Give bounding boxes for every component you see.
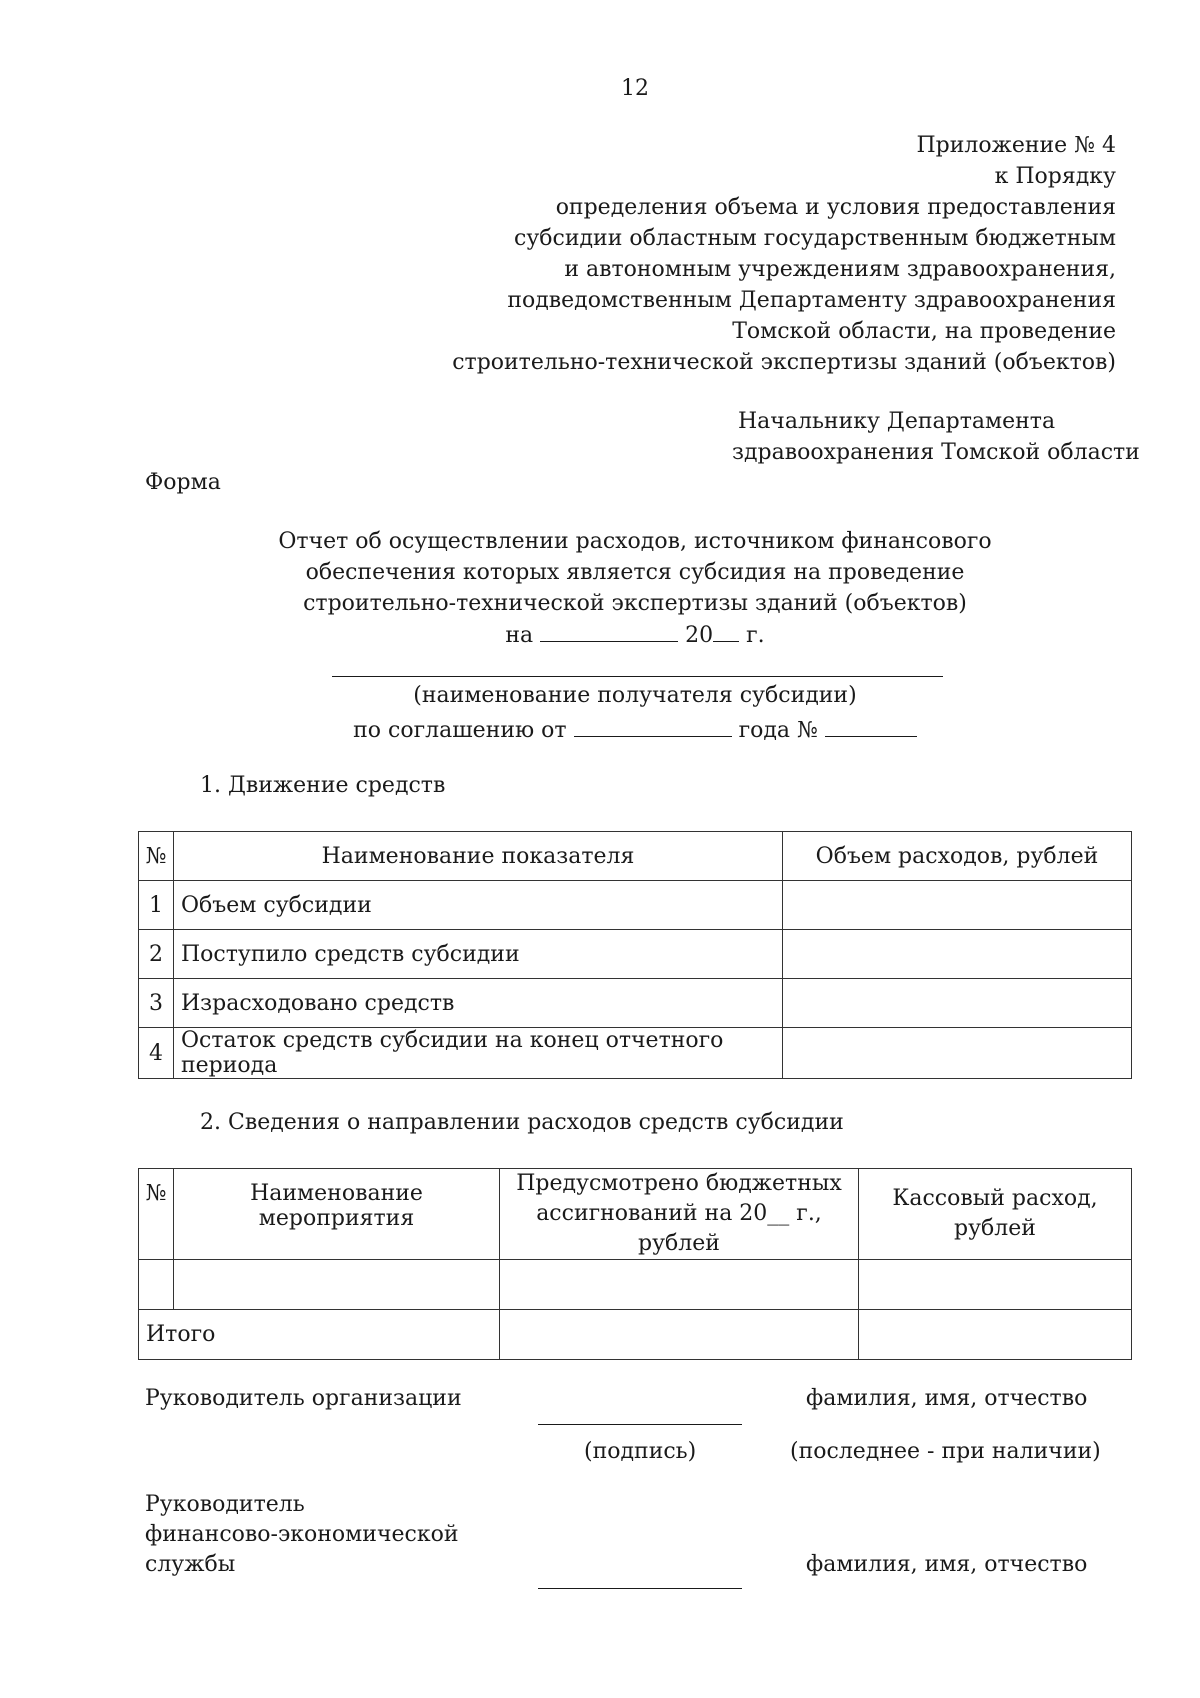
- header-num: №: [139, 1169, 174, 1260]
- report-title-line: строительно-технической экспертизы зданий (объектов): [303, 591, 967, 616]
- recipient-caption: (наименование получателя субсидии): [413, 683, 857, 708]
- appendix-line: строительно-технической экспертизы зданий (объектов): [452, 350, 1116, 375]
- table-row: [139, 881, 1132, 930]
- agreement-line: [0, 714, 1200, 743]
- year-blank: [713, 619, 739, 642]
- header-activity: Наименование мероприятия: [174, 1169, 500, 1260]
- header-amount: Объем расходов, рублей: [783, 832, 1132, 881]
- addressee-line: Начальнику Департамента: [738, 409, 1056, 434]
- empty-cell: [859, 1260, 1132, 1310]
- header-num: №: [139, 832, 174, 881]
- report-title-line: Отчет об осуществлении расходов, источником финансового: [278, 529, 992, 554]
- head-label: Руководитель организации: [145, 1386, 462, 1411]
- recipient-name-line: [332, 676, 943, 677]
- header-indicator: Наименование показателя: [174, 832, 783, 881]
- funds-movement-table: [138, 831, 1132, 1079]
- section2-heading: 2. Сведения о направлении расходов средств субсидии: [200, 1110, 844, 1135]
- addressee-line: здравоохранения Томской области: [732, 440, 1140, 465]
- table-row: [139, 930, 1132, 979]
- header-planned-line: ассигнований на 20__ г., рублей: [536, 1201, 822, 1256]
- empty-cell: [174, 1260, 500, 1310]
- row-value: [783, 881, 1132, 930]
- appendix-line: субсидии областным государственным бюджетным: [514, 226, 1116, 251]
- row-num: 2: [139, 930, 174, 979]
- header-cash-line: Кассовый расход,: [892, 1186, 1098, 1211]
- agreement-prefix: по соглашению от: [353, 718, 567, 743]
- head-full-name: фамилия, имя, отчество: [806, 1386, 1088, 1411]
- empty-cell: [500, 1260, 859, 1310]
- date-suffix: г.: [746, 623, 765, 648]
- table-header-row: [139, 1169, 1132, 1260]
- empty-cell: [139, 1260, 174, 1310]
- expenditure-table: [138, 1168, 1132, 1360]
- agreement-date-blank: [574, 714, 732, 737]
- table-row: [139, 1028, 1132, 1079]
- total-label: Итого: [139, 1310, 500, 1360]
- appendix-line: Приложение № 4: [916, 133, 1116, 158]
- row-num: 1: [139, 881, 174, 930]
- finance-head-line: Руководитель: [145, 1492, 305, 1517]
- empty-cell: [500, 1310, 859, 1360]
- agreement-middle: года №: [738, 718, 818, 743]
- header-planned: [500, 1169, 859, 1260]
- form-label: Форма: [145, 470, 221, 495]
- row-num: 4: [139, 1028, 174, 1079]
- table-row: [139, 1260, 1132, 1310]
- finance-full-name: фамилия, имя, отчество: [806, 1552, 1088, 1577]
- row-name: Остаток средств субсидии на конец отчетного периода: [174, 1028, 783, 1079]
- head-signature-line: [538, 1424, 742, 1425]
- table-row: [139, 979, 1132, 1028]
- header-cash-line: рублей: [954, 1216, 1036, 1241]
- date-line: [0, 619, 1200, 651]
- appendix-line: Томской области, на проведение: [732, 319, 1116, 344]
- finance-head-line: финансово-экономической: [145, 1522, 459, 1547]
- table-header-row: [139, 832, 1132, 881]
- appendix-header: [452, 130, 1116, 378]
- addressee: [732, 406, 1140, 468]
- header-cash: [859, 1169, 1132, 1260]
- report-title: [0, 526, 1200, 651]
- row-name: Объем субсидии: [174, 881, 783, 930]
- row-value: [783, 1028, 1132, 1079]
- empty-cell: [859, 1310, 1132, 1360]
- row-name: Израсходовано средств: [174, 979, 783, 1028]
- page-number: 12: [621, 76, 649, 101]
- row-value: [783, 979, 1132, 1028]
- signature-caption: (подпись): [584, 1439, 697, 1464]
- appendix-line: определения объема и условия предоставления: [555, 195, 1116, 220]
- total-row: [139, 1310, 1132, 1360]
- appendix-line: подведомственным Департаменту здравоохранения: [507, 288, 1116, 313]
- appendix-line: и автономным учреждениям здравоохранения,: [564, 257, 1116, 282]
- finance-head-label: [145, 1490, 459, 1580]
- agreement-number-blank: [825, 714, 917, 737]
- report-title-line: обеспечения которых является субсидия на проведение: [305, 560, 965, 585]
- date-blank: [540, 619, 678, 642]
- patronymic-note: (последнее - при наличии): [790, 1439, 1101, 1464]
- row-value: [783, 930, 1132, 979]
- row-num: 3: [139, 979, 174, 1028]
- section1-heading: 1. Движение средств: [200, 773, 446, 798]
- date-prefix: на: [505, 623, 534, 648]
- year-prefix: 20: [685, 623, 714, 648]
- row-name: Поступило средств субсидии: [174, 930, 783, 979]
- finance-head-line: службы: [145, 1552, 236, 1577]
- header-planned-line: Предусмотрено бюджетных: [516, 1171, 842, 1196]
- appendix-line: к Порядку: [994, 164, 1116, 189]
- finance-signature-line: [538, 1588, 742, 1589]
